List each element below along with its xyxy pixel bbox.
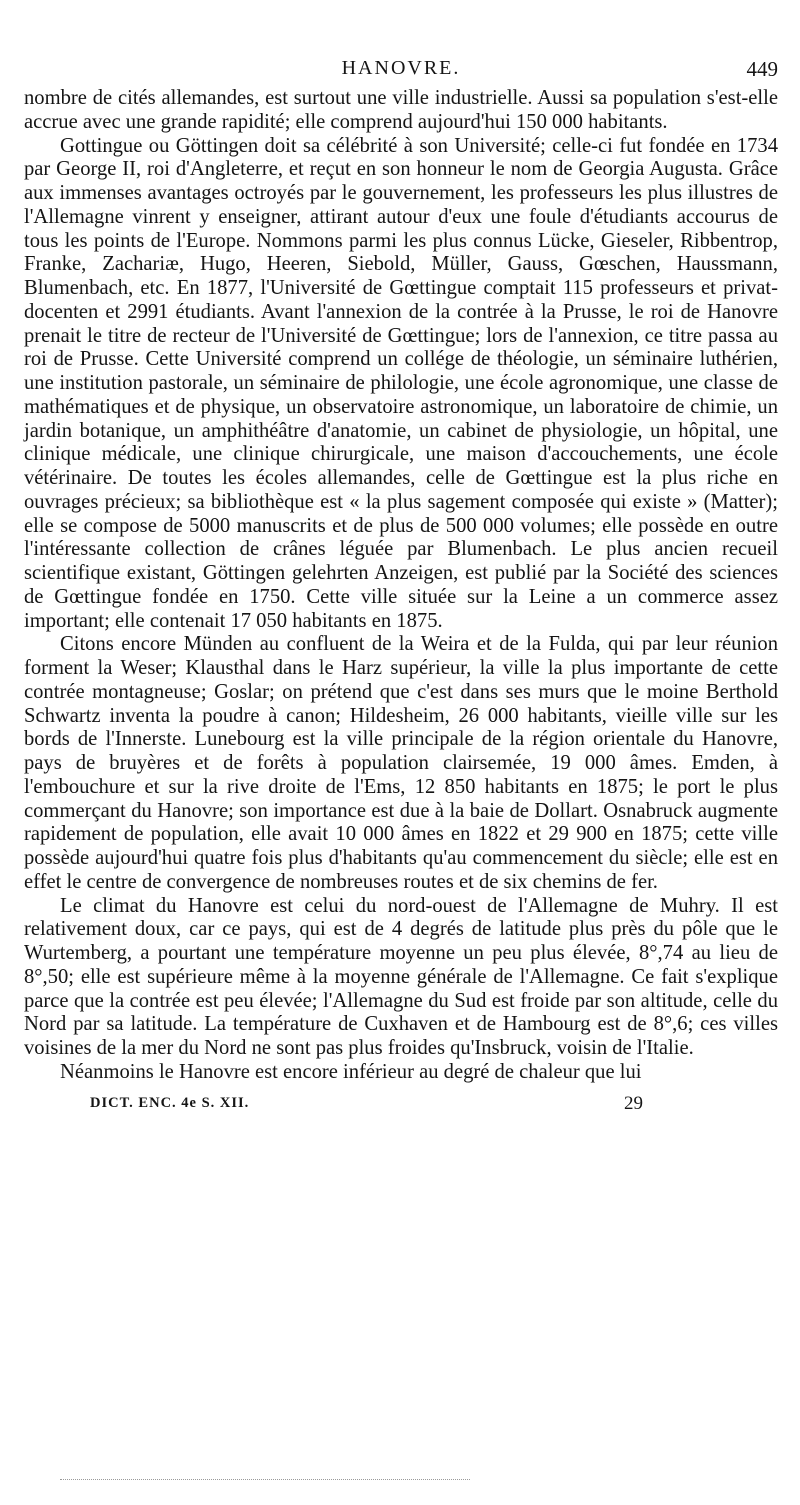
paragraph-continuation: nombre de cités allemandes, est surtout une ville industrielle. Aussi sa population s'est-elle accrue avec une grande rapidité; elle comprend aujourd'hui 150 000 habitants. <box>24 87 778 133</box>
paragraph-climate: Le climat du Hanovre est celui du nord-ouest de l'Allemagne de Muhry. Il est relativement doux, car ce pays, qui est de 4 degrés de latitude plus près du pôle que le Wurtemberg, a pourtant une température moyenne un peu plus élevée, 8°,74 au lieu de 8°,50; elle est supérieure même à la moyenne générale de l'Allemagne. Ce fait s'explique parce que la contrée est peu élevée; l'Allemagne du Sud est froide par son altitude, celle du Nord par sa latitude. La température de Cuxhaven et de Hambourg est de 8°,6; ces villes voisines de la mer du Nord ne sont pas plus froides qu'Insbruck, voisin de l'Italie. <box>24 894 778 1059</box>
signature-mark: DICT. ENC. 4e S. XII. <box>90 1094 250 1111</box>
running-title: HANOVRE. <box>341 57 461 79</box>
sheet-number: 29 <box>624 1092 643 1114</box>
bottom-dotted-rule <box>60 1479 470 1480</box>
paragraph-gottingue: Gottingue ou Göttingen doit sa célébrité à son Université; celle-ci fut fondée en 1734 par George II, roi d'Angleterre, et reçut en son honneur le nom de Georgia Augusta. Grâce aux immenses avantages octroyés par le gouvernement, les professeurs les plus illustres de l'Allemagne vinrent y enseigner, attirant autour d'eux une foule d'étudiants accourus de tous les points de l'Europe. Nommons parmi les plus connus Lücke, Gieseler, Ribbentrop, Franke, Zachariæ, Hugo, Heeren, Siebold, Müller, Gauss, Gœschen, Haussmann, Blumenbach, etc. En 1877, l'Université de Gœttingue comptait 115 professeurs et privat-docenten et 2991 étudiants. Avant l'annexion de la contrée à la Prusse, le roi de Hanovre prenait le titre de recteur de l'Université de Gœttingue; lors de l'annexion, ce titre passa au roi de Prusse. Cette Université comprend un collége de théologie, un séminaire luthérien, une institution pastorale, un séminaire de philologie, une école agronomique, une classe de mathématiques et de physique, un observatoire astronomique, un laboratoire de chimie, un jardin botanique, un amphithéâtre d'anatomie, un cabinet de physiologie, un hôpital, une clinique médicale, une clinique chirurgicale, une maison d'accouchements, une école vétérinaire. De toutes les écoles allemandes, celle de Gœttingue est la plus riche en ouvrages précieux; sa bibliothèque est « la plus sagement composée qui existe » (Matter); elle se compose de 5000 manuscrits et de plus de 500 000 volumes; elle possède en outre l'intéressante collection de crânes léguée par Blumenbach. Le plus ancien recueil scientifique existant, Göttingen gelehrten Anzeigen, est publié par la Société des sciences de Gœttingue fondée en 1750. Cette ville située sur la Leine a un commerce assez important; elle contenait 17 050 habitants en 1875. <box>24 134 778 632</box>
paragraph-final: Néanmoins le Hanovre est encore inférieur au degré de chaleur que lui <box>60 1060 642 1083</box>
body-text <box>24 87 778 1085</box>
page-header <box>24 55 778 87</box>
page-number: 449 <box>746 57 778 81</box>
document-page <box>24 55 778 1121</box>
page-footer <box>24 1091 778 1121</box>
paragraph-other-cities: Citons encore Münden au confluent de la Weira et de la Fulda, qui par leur réunion forment la Weser; Klausthal dans le Harz supérieur, la ville la plus importante de cette contrée montagneuse; Goslar; on prétend que c'est dans ses murs que le moine Berthold Schwartz inventa la poudre à canon; Hildesheim, 26 000 habitants, vieille ville sur les bords de l'Innerste. Lunebourg est la ville principale de la région orientale du Hanovre, pays de bruyères et de forêts à population clairsemée, 19 000 âmes. Emden, à l'embouchure et sur la rive droite de l'Ems, 12 850 habitants en 1875; le port le plus commerçant du Hanovre; son importance est due à la baie de Dollart. Osnabruck augmente rapidement de population, elle avait 10 000 âmes en 1822 et 29 900 en 1875; cette ville possède aujourd'hui quatre fois plus d'habitants qu'au commencement du siècle; elle est en effet le centre de convergence de nombreuses routes et de six chemins de fer. <box>24 633 778 893</box>
